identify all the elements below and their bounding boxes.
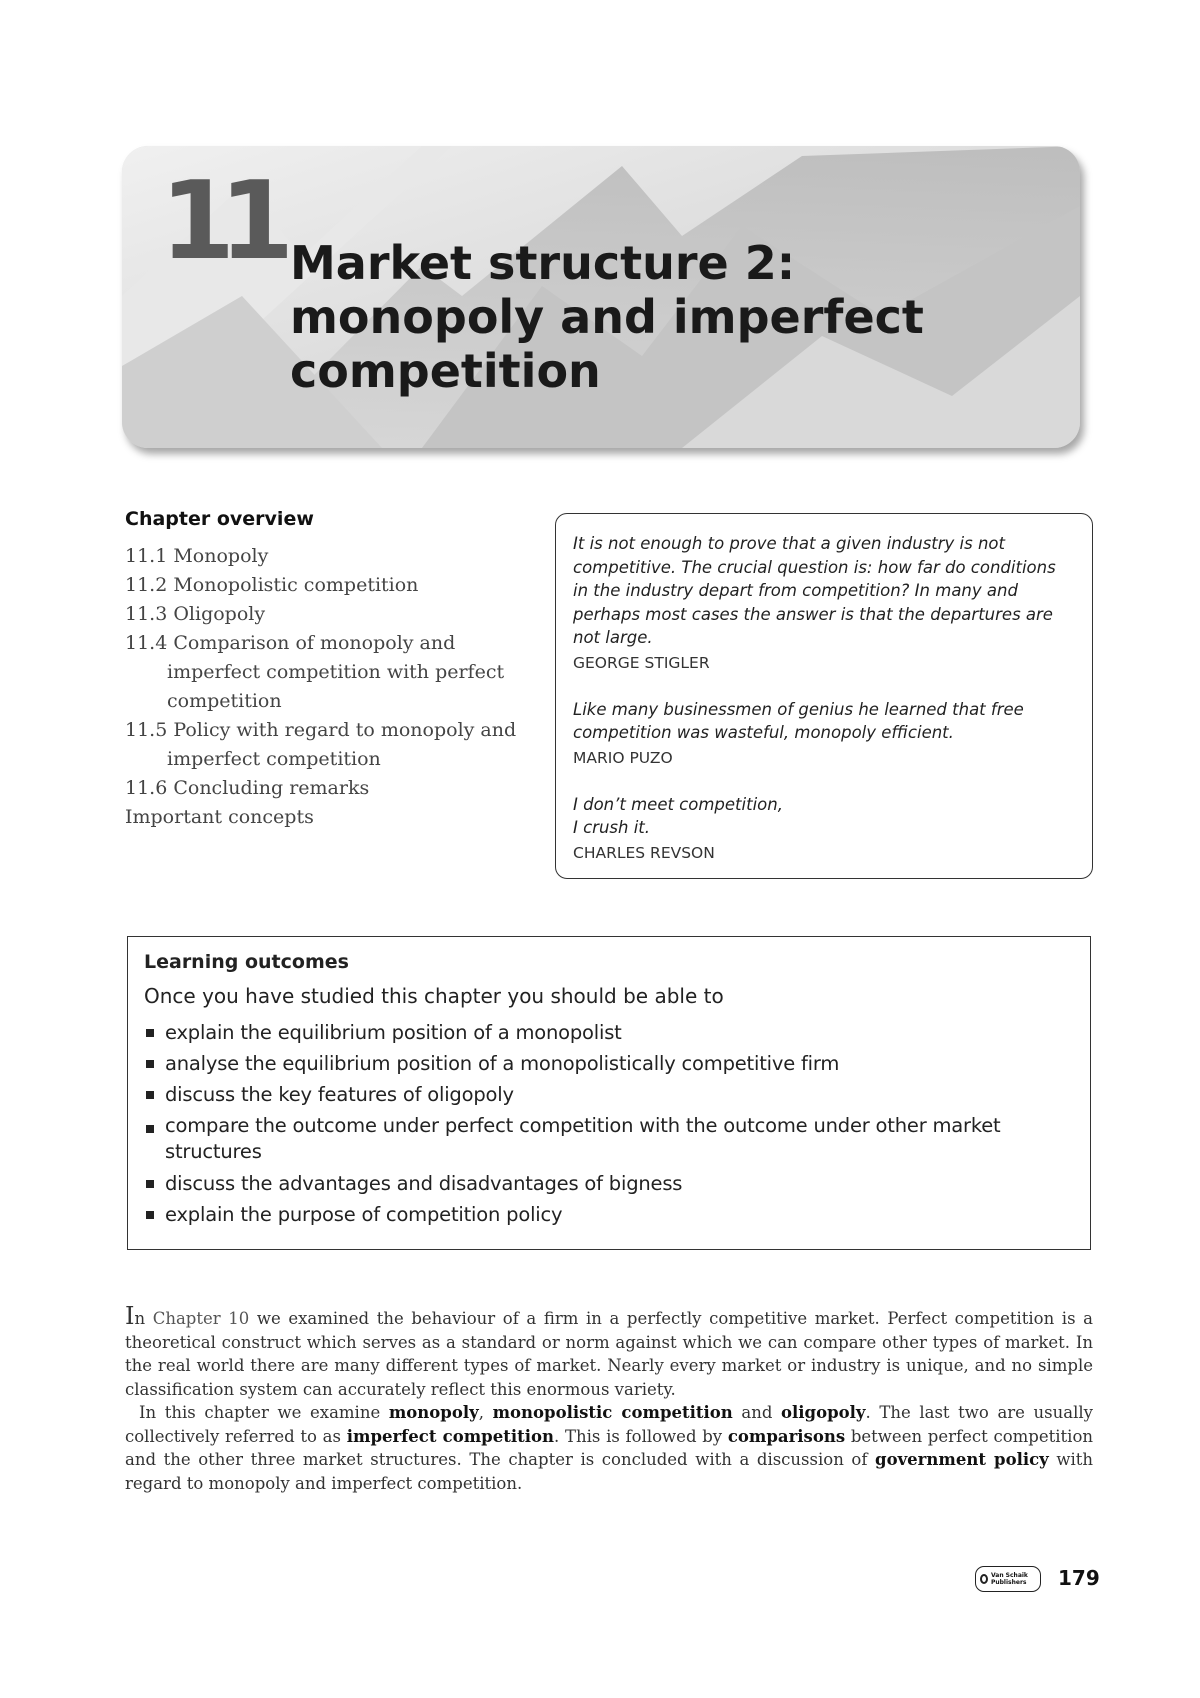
quote-author: GEORGE STIGLER: [573, 653, 710, 672]
quotes-box: [555, 513, 1093, 879]
key-term: monopoly: [388, 1403, 479, 1422]
drop-cap: I: [125, 1302, 135, 1330]
paragraph-text: . The last two are usually collectively referred to as: [125, 1403, 1093, 1446]
outcome-item: [144, 1168, 1074, 1199]
quote-text: It is not enough to prove that a given industry is not competitive. The crucial question is: how far do conditions in the industry depart from competition? In many and perhaps most cases the answer is that the departures are not large.: [573, 534, 1056, 647]
learning-outcomes-list: [144, 1017, 1074, 1230]
square-bullet-icon: [146, 1029, 154, 1037]
outcome-text: analyse the equilibrium position of a monopolistically competitive firm: [165, 1052, 840, 1075]
chapter-title-line: Market structure 2:: [290, 236, 796, 290]
chapter-title-line: monopoly and imperfect: [290, 290, 924, 344]
overview-item: 11.5 Policy with regard to monopoly and imperfect competition: [125, 719, 517, 770]
key-term: monopolistic competition: [492, 1403, 733, 1422]
quote-author: MARIO PUZO: [573, 748, 673, 767]
overview-item: 11.3 Oligopoly: [125, 603, 266, 625]
chapter-title-line: competition: [290, 344, 601, 398]
chapter-overview: [125, 508, 545, 832]
quote-text: [573, 793, 1074, 840]
paragraph-text: n: [134, 1309, 153, 1328]
quote-text: Like many businessmen of genius he learned that free competition was wasteful, monopoly efficient.: [573, 699, 1024, 742]
chapter-intro-text: [125, 1302, 1094, 1495]
outcome-item: [144, 1199, 1074, 1230]
outcome-text: explain the purpose of competition policy: [165, 1203, 563, 1226]
paragraph-text: we examined the behaviour of a firm in a perfectly competitive market. Perfect competition is a theoretical construct which serves as a standard or norm against which we can compare other types of market. In the real world there are many different types of market. Nearly every market or industry is unique, and no simple classification system can accurately reflect this enormous variety.: [125, 1309, 1093, 1399]
square-bullet-icon: [146, 1211, 154, 1219]
paragraph-text: between perfect competition and the other three market structures. The chapter is concluded with a discussion of: [125, 1426, 1094, 1469]
outcome-item: [144, 1017, 1074, 1048]
key-term: imperfect competition: [346, 1426, 554, 1446]
outcome-item: [144, 1048, 1074, 1079]
key-term: oligopoly: [781, 1403, 866, 1422]
paragraph-text: and: [732, 1403, 782, 1422]
intro-paragraph: [125, 1401, 1093, 1495]
square-bullet-icon: [146, 1091, 154, 1099]
learning-outcomes-box: [127, 936, 1091, 1250]
paragraph-text: In this chapter we examine: [139, 1403, 389, 1422]
overview-item: 11.1 Monopoly: [125, 545, 269, 567]
page-number: 179: [1058, 1566, 1100, 1590]
chapter-overview-heading: Chapter overview: [125, 508, 314, 530]
quote-author: CHARLES REVSON: [573, 843, 715, 862]
overview-item: Important concepts: [125, 806, 314, 828]
square-bullet-icon: [146, 1060, 154, 1068]
chapter-title: [290, 236, 1050, 398]
chapter-reference: Chapter 10: [152, 1309, 250, 1328]
outcome-text: explain the equilibrium position of a monopolist: [165, 1021, 622, 1044]
outcome-text: discuss the key features of oligopoly: [165, 1083, 514, 1106]
publisher-logo-text: Van Schaik Publishers: [990, 1572, 1028, 1586]
publisher-logo-icon: [980, 1574, 988, 1584]
square-bullet-icon: [146, 1125, 154, 1133]
quote-line: I don’t meet competition,: [573, 794, 783, 814]
intro-paragraph: [125, 1302, 1093, 1401]
quote-line: I crush it.: [573, 818, 651, 837]
outcome-text: discuss the advantages and disadvantages of bigness: [165, 1172, 683, 1195]
paragraph-text: with regard to monopoly and imperfect competition.: [125, 1450, 1093, 1493]
outcome-text: compare the outcome under perfect competition with the outcome under other market structures: [165, 1114, 1001, 1163]
overview-item: 11.2 Monopolistic competition: [125, 574, 419, 596]
chapter-number: 11: [160, 159, 279, 284]
outcome-item: [144, 1079, 1074, 1110]
learning-outcomes-intro: Once you have studied this chapter you should be able to: [144, 984, 724, 1008]
key-term: government policy: [875, 1450, 1049, 1469]
overview-item: 11.6 Concluding remarks: [125, 777, 370, 799]
square-bullet-icon: [146, 1180, 154, 1188]
learning-outcomes-heading: Learning outcomes: [144, 951, 349, 973]
paragraph-text: ,: [478, 1403, 493, 1422]
key-term: comparisons: [727, 1426, 846, 1446]
paragraph-text: . This is followed by: [554, 1426, 728, 1446]
overview-item: 11.4 Comparison of monopoly and imperfect competition with perfect competition: [125, 632, 505, 712]
chapter-overview-list: [125, 542, 545, 832]
publisher-logo: [975, 1566, 1041, 1592]
outcome-item: [144, 1113, 1074, 1165]
